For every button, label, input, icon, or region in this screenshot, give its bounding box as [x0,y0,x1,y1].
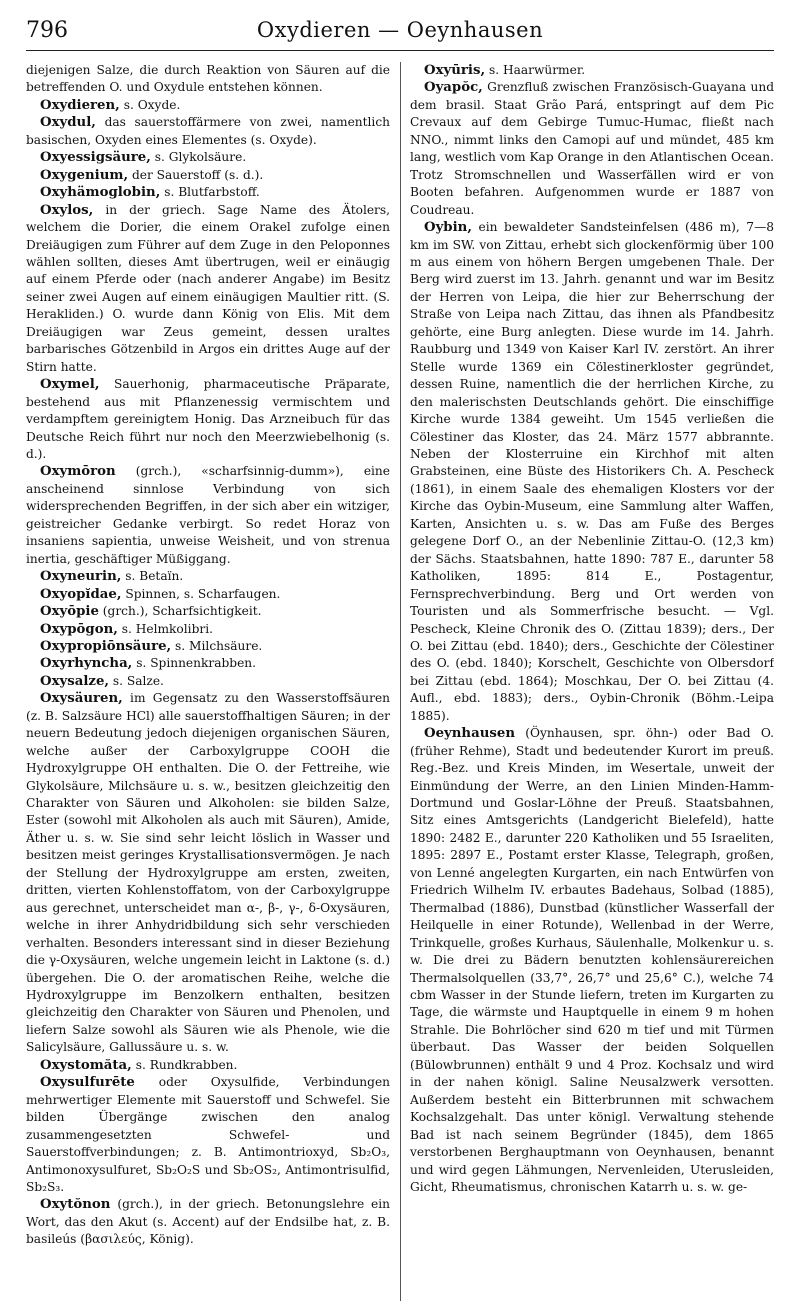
dictionary-entry [26,1196,390,1248]
entry-headword: Oxyōpie [40,604,99,620]
entry-text: im Gegensatz zu den Wasserstoffsäuren (z. B. Salzsäure HCl) alle sauerstoffhaltigen Säuren; in der neuern Bedeutung jedoch diejenigen organischen Säuren, welche außer der Carboxylgruppe COOH die Hydroxylgruppe OH enthalten. Die O. der Fettreihe, wie Glykolsäure, Milchsäure u. s. w., besitzen gleichzeitig den Charakter von Säuren und Alkoholen: sie bilden Salze, Ester (sowohl mit Alkoholen als auch mit Säuren), Amide, Äther u. s. w. Sie sind sehr leicht löslich in Wasser und besitzen meist geringes Krystallisationsvermögen. Je nach der Stellung der Hydroxylgruppe am ersten, zweiten, dritten, vierten Kohlenstoffatom, von der Carboxylgruppe aus gerechnet, unterscheidet man α-, β-, γ-, δ-Oxysäuren, welche in ihrer Anhydridbildung sich sehr verschieden verhalten. Besonders interessant sind in dieser Beziehung die γ-Oxysäuren, welche ungemein leicht in Laktone (s. d.) übergehen. Die O. der aromatischen Reihe, welche die Hydroxylgruppe im Benzolkern enthalten, besitzen gleichzeitig den Charakter von Säuren und Phenolen, und liefern Salze sowohl als Säuren wie als Phenole, wie die Salicylsäure, Gallussäure u. s. w. [26,691,390,1055]
entry-text: ein bewaldeter Sandsteinfelsen (486 m), 7—8 km im SW. von Zittau, erhebt sich glockenförmig über 100 m aus einem von höhern Bergen umgebenen Thale. Der Berg wird zuerst im 13. Jahrh. genannt und war im Besitz der Herren von Leipa, die hier zur Beherrschung der Straße von Leipa nach Zittau, das ihnen als Pfandbesitz gehörte, eine Burg anlegten. Diese wurde im 14. Jahrh. Raubburg und 1349 von Kaiser Karl IV. zerstört. An ihrer Stelle wurde 1369 ein Cölestinerkloster gegründet, dessen Ruine, namentlich die der herrlichen Kirche, zu den malerischsten Deutschlands gehört. Die einschiffige Kirche wurde 1384 geweiht. Um 1545 verließen die Cölestiner das Kloster, das 24. März 1577 abbrannte. Neben der Klosterruine ein Kirchhof mit alten Grabsteinen, eine Büste des Historikers Ch. A. Pescheck (1861), in einem Saale des ehemaligen Klosters vor der Kirche das Oybin-Museum, eine Sammlung alter Waffen, Karten, Ansichten u. s. w. Das am Fuße des Berges gelegene Dorf O., an der Nebenlinie Zittau-O. (12,3 km) der Sächs. Staatsbahnen, hatte 1890: 787 E., darunter 58 Katholiken, 1895: 814 E., Postagentur, Fernsprechverbindung. Berg und Ort werden von Touristen und als Sommerfrische besucht. — Vgl. Pescheck, Kleine Chronik des O. (Zittau 1839); ders., Der O. bei Zittau (ebd. 1840); ders., Geschichte der Cölestiner des O. (ebd. 1840); Korschelt, Geschichte von Olbersdorf bei Zittau (ebd. 1864); Moschkau, Der O. bei Zittau (4. Aufl., ebd. 1883); ders., Oybin-Chronik (Böhm.-Leipa 1885). [410,220,774,723]
dictionary-entry [26,690,390,1057]
entry-text: s. Rundkrabben. [135,1057,238,1072]
entry-headword: Oxylos, [40,202,94,218]
dictionary-entry [410,79,774,219]
entry-headword: Oxyrhyncha, [40,656,133,672]
entry-headword: Oybin, [424,220,472,236]
entry-headword: Oxydieren, [40,97,120,113]
dictionary-entry [26,202,390,377]
entry-headword: Oxymel, [40,377,100,393]
dictionary-entry [410,725,774,1196]
dictionary-entry [26,603,390,620]
dictionary-entry [410,62,774,79]
entry-headword: Oxystomăta, [40,1057,132,1073]
dictionary-entry [26,149,390,166]
entry-text: s. Spinnenkrabben. [136,656,257,671]
entry-text: diejenigen Salze, die durch Reaktion von Säuren auf die betreffenden O. und Oxydule entstehen können. [26,63,390,95]
dictionary-entry [26,586,390,603]
entry-headword: Oxymōron [40,464,116,480]
entry-text: (grch.), in der griech. Betonungslehre ein Wort, das den Akut (s. Accent) auf der Endsilbe hat, z. B. basileús (βασιλεύς, König). [26,1197,390,1247]
entry-headword: Oxydul, [40,115,96,131]
entry-text: s. Helmkolibri. [121,621,213,636]
dictionary-entry [26,1057,390,1074]
entry-text: s. Salze. [112,673,164,688]
entry-text: Grenzfluß zwischen Französisch-Guayana und dem brasil. Staat Grão Pará, entspringt auf dem Pic Crevaux auf dem Gebirge Tumuc-Humac, fließt nach NNO., nimmt links den Camopi auf und mündet, 485 km lang, westlich vom Kap Orange in den Atlantischen Ocean. Trotz Stromschnellen und Wasserfällen wird er von Booten befahren. Aufgenommen wurde er 1887 von Coudreau. [410,80,774,217]
right-column [410,62,774,1301]
entry-text: (grch.), Scharfsichtigkeit. [102,604,262,619]
dictionary-entry [26,184,390,201]
entry-text: s. Haarwürmer. [488,63,586,77]
entry-text: Spinnen, s. Scharfaugen. [125,586,281,601]
entry-headword: Oxyhämoglobin, [40,185,161,201]
entry-headword: Oxygenium, [40,167,129,183]
dictionary-entry [26,97,390,114]
entry-headword: Oxysäuren, [40,691,123,707]
entry-text: Sauerhonig, pharmaceutische Präparate, bestehend aus mit Pflanzenessig vermischtem und verdampftem gereinigtem Honig. Das Arzneibuch für das Deutsche Reich führt nur noch den Meerzwiebelhonig (s. d.). [26,377,390,461]
dictionary-entry [26,638,390,655]
dictionary-entry [26,568,390,585]
entry-headword: Oxysulfurēte [40,1075,135,1091]
page-header [26,14,774,51]
running-head: Oxydieren — Oeynhausen [256,18,544,42]
entry-text: s. Betaïn. [125,569,184,584]
left-column [26,62,390,1301]
entry-headword: Oxypōgon, [40,621,118,637]
entry-text: das sauerstoffärmere von zwei, namentlich basischen, Oxyden eines Elementes (s. Oxyde). [26,115,390,147]
entry-headword: Oxyneurin, [40,569,122,585]
dictionary-entry [26,62,390,97]
entry-text: s. Milchsäure. [175,638,263,653]
entry-headword: Oxypropiōnsäure, [40,638,172,654]
page-number: 796 [26,18,68,43]
dictionary-entry [26,376,390,463]
entry-text: oder Oxysulfide, Verbindungen mehrwertiger Elemente mit Sauerstoff und Schwefel. Sie bilden Übergänge zwischen den analog zusammengesetzten Schwefel- und Sauerstoffverbindungen; z. B. Antimontrioxyd, Sb₂O₃, Antimonoxysulfuret, Sb₂O₂S und Sb₂OS₂, Antimontrisulfid, Sb₂S₃. [26,1075,390,1194]
dictionary-entry [26,621,390,638]
dictionary-entry [26,655,390,672]
entry-headword: Oxyessigsäure, [40,150,151,166]
entry-headword: Oeynhausen [424,726,516,742]
entry-text: (grch.), «scharfsinnig-dumm»), eine anscheinend sinnlose Verbindung von sich widersprechenden Begriffen, in der sich aber ein witziger, geistreicher Gedanke verbirgt. So redet Horaz von insaniens sapientia, unweise Weisheit, und von strenua inertia, geschäftiger Müßiggang. [26,464,390,566]
dictionary-entry [26,463,390,568]
entry-headword: Oxyopĭdae, [40,586,122,602]
column-divider [400,62,401,1301]
entry-headword: Oxytŏnon [40,1197,111,1213]
dictionary-entry [26,167,390,184]
entry-text: s. Glykolsäure. [154,150,247,165]
entry-text: in der griech. Sage Name des Ätolers, welchem die Dorier, die einem Orakel zufolge einen Dreiäugigen zum Führer auf dem Zuge in den Peloponnes wählen sollten, dieses Amt übertrugen, weil er einäugig auf einem Pferde oder (nach anderer Angabe) im Besitz seiner zwei Augen auf einem einäugigen Maultier ritt. (S. Herakliden.) O. wurde dann König von Elis. Mit dem Dreiäugigen war Zeus gemeint, dessen uraltes barbarisches Götzenbild in Argos ein drittes Auge auf der Stirn hatte. [26,202,390,374]
text-columns [26,62,774,1301]
dictionary-entry [26,1074,390,1196]
dictionary-entry [26,673,390,690]
entry-text: (Öynhausen, spr. öhn-) oder Bad O. (früher Rehme), Stadt und bedeutender Kurort im preuß. Reg.-Bez. und Kreis Minden, im Wesertale, unweit der Einmündung der Werre, an den Linien Minden-Hamm-Dortmund und Goslar-Löhne der Preuß. Staatsbahnen, Sitz eines Amtsgerichts (Landgericht Bielefeld), hatte 1890: 2482 E., darunter 220 Katholiken und 55 Israeliten, 1895: 2897 E., Postamt erster Klasse, Telegraph, großen, von Lenné angelegten Kurgarten, ein nach Entwürfen von Friedrich Wilhelm IV. erbautes Badehaus, Solbad (1885), Thermalbad (1886), Dunstbad (künstlicher Wasserfall der Heilquelle in einer Rotunde), Wellenbad in der Werre, Trinkquelle, großes Kurhaus, Säulenhalle, Molkenkur u. s. w. Die drei zu Bädern benutzten kohlensäurereichen Thermalsolquellen (33,7°, 26,7° und 25,6° C.), welche 74 cbm Wasser in der Stunde liefern, treten im Kurgarten zu Tage, die wärmste und Hauptquelle in einem 9 m hohen Strahle. Die Bohrlöcher sind 620 m tief und mit Türmen überbaut. Das Wasser der beiden Solquellen (Bülowbrunnen) enthält 9 und 4 Proz. Kochsalz und wird in der nahen königl. Saline Neusalzwerk versotten. Außerdem besteht ein Bitterbrunnen mit schwachem Kochsalzgehalt. Das unter königl. Verwaltung stehende Bad ist nach seinem Begründer (1845), dem 1865 verstorbenen Berghauptmann von Oeynhausen, benannt und wird gegen Lähmungen, Nervenleiden, Uterusleiden, Gicht, Rheumatismus, chronischen Katarrh u. s. w. ge- [410,726,774,1194]
entry-headword: Oyapŏc, [424,80,483,96]
entry-headword: Oxyūris, [424,63,486,78]
dictionary-entry [26,114,390,149]
entry-text: s. Blutfarbstoff. [164,185,260,200]
entry-text: s. Oxyde. [123,97,181,112]
entry-text: der Sauerstoff (s. d.). [131,167,264,182]
entry-headword: Oxysalze, [40,673,110,689]
dictionary-entry [410,219,774,725]
